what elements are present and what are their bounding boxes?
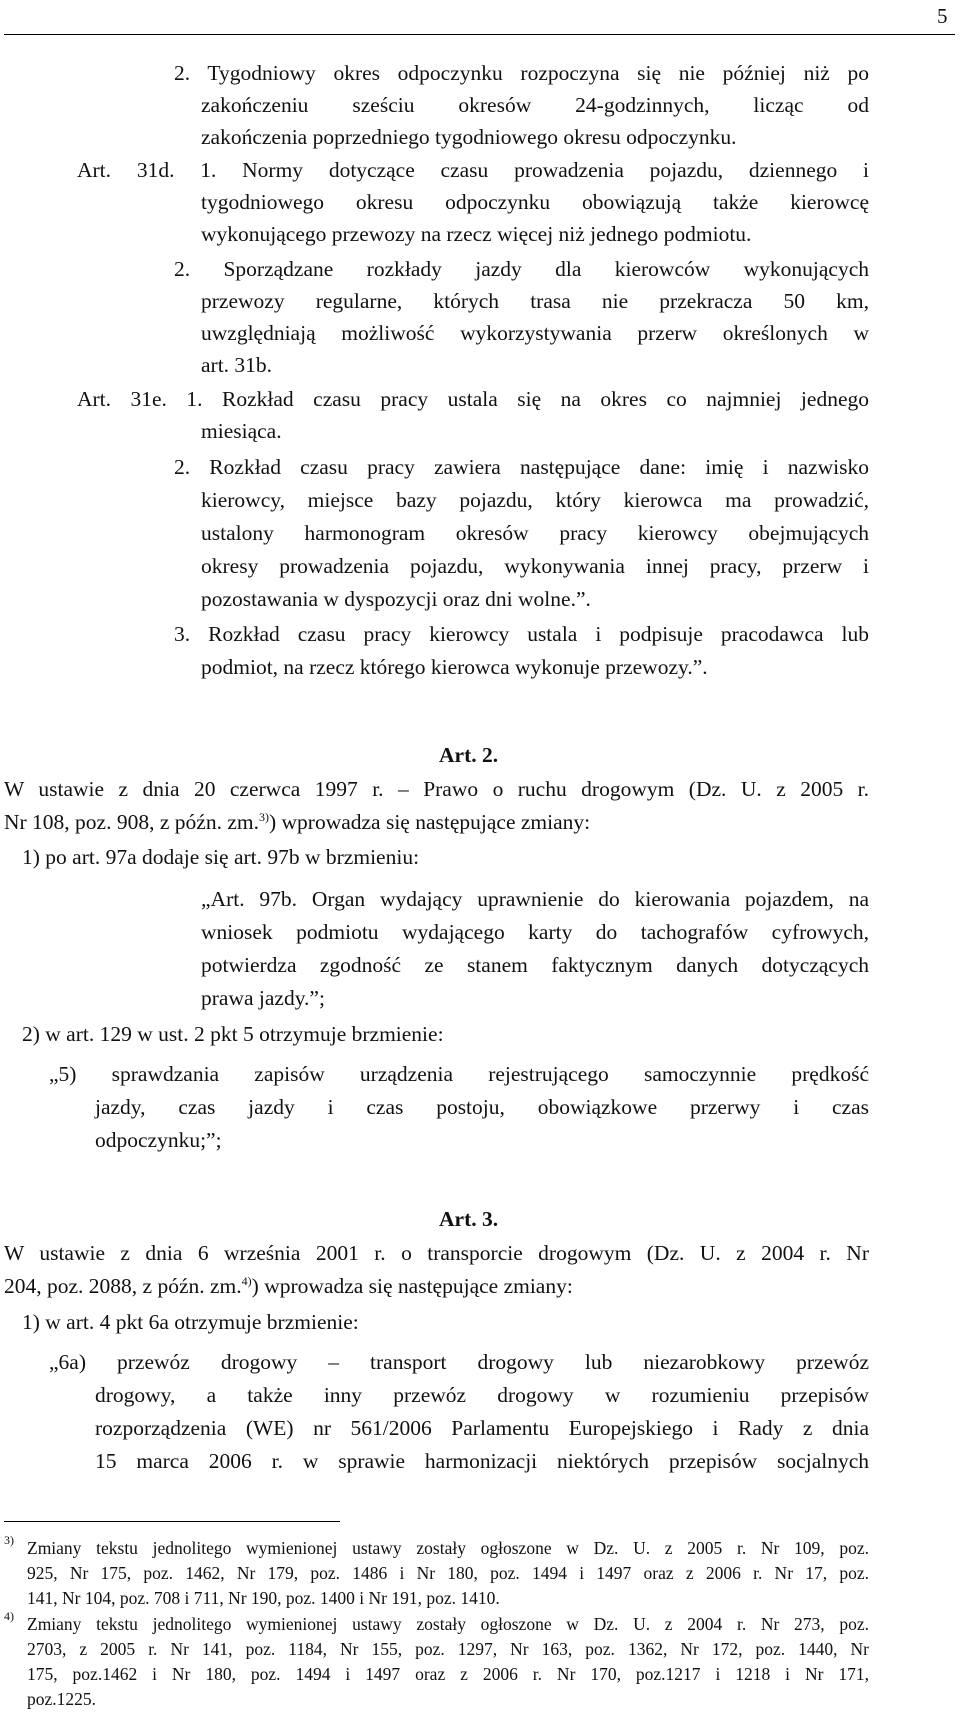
footnote-reference: 4) xyxy=(241,1273,252,1288)
text-span: 204, poz. 2088, z późn. zm. xyxy=(4,1274,242,1298)
article-title: Art. 2. xyxy=(439,743,499,767)
paragraph-line: Art. 31e. 1. Rozkład czasu pracy ustala się na okres co najmniej jednego xyxy=(77,387,869,411)
paragraph-line: art. 31b. xyxy=(201,353,273,377)
footnote-line: 2703, z 2005 r. Nr 141, poz. 1184, Nr 155, poz. 1297, Nr 163, poz. 1362, Nr 172, poz. 1440, Nr xyxy=(27,1639,869,1659)
paragraph-line: 2. Sporządzane rozkłady jazdy dla kierowców wykonujących xyxy=(174,257,869,281)
paragraph-line: zakończenia poprzedniego tygodniowego okresu odpoczynku. xyxy=(201,125,737,149)
footnote-separator xyxy=(4,1521,340,1522)
list-item: 2) w art. 129 w ust. 2 pkt 5 otrzymuje brzmienie: xyxy=(22,1022,444,1046)
quote-line: prawa jazdy.”; xyxy=(201,986,325,1010)
footnote-line: Zmiany tekstu jednolitego wymienionej ustawy zostały ogłoszone w Dz. U. z 2005 r. Nr 109, poz. xyxy=(27,1538,869,1558)
paragraph-line: 2. Tygodniowy okres odpoczynku rozpoczyna się nie później niż po xyxy=(174,61,869,85)
quote-line: jazdy, czas jazdy i czas postoju, obowiązkowe przerwy i czas xyxy=(95,1095,869,1119)
footnote-reference: 3) xyxy=(258,809,269,824)
paragraph-line: przewozy regularne, których trasa nie przekracza 50 km, xyxy=(201,289,869,313)
list-item: 1) w art. 4 pkt 6a otrzymuje brzmienie: xyxy=(22,1310,359,1334)
page-number: 5 xyxy=(937,4,948,28)
paragraph-line: kierowcy, miejsce bazy pojazdu, który kierowca ma prowadzić, xyxy=(201,488,869,512)
paragraph-line: tygodniowego okresu odpoczynku obowiązują także kierowcę xyxy=(201,190,869,214)
quote-line: „Art. 97b. Organ wydający uprawnienie do kierowania pojazdem, na xyxy=(201,887,869,911)
header-rule xyxy=(4,34,955,35)
text-span: ) wprowadza się następujące zmiany: xyxy=(268,810,591,834)
paragraph-line: uwzględniają możliwość wykorzystywania przerw określonych w xyxy=(201,321,869,345)
footnote-line: 925, Nr 175, poz. 1462, Nr 179, poz. 1486 i Nr 180, poz. 1494 i 1497 oraz z 2006 r. Nr 17, poz. xyxy=(27,1563,869,1583)
footnote-line: poz.1225. xyxy=(27,1689,97,1709)
paragraph-line: okresy prowadzenia pojazdu, wykonywania innej pracy, przerw i xyxy=(201,554,869,578)
paragraph-line: pozostawania w dyspozycji oraz dni wolne.”. xyxy=(201,587,591,611)
paragraph-line: W ustawie z dnia 20 czerwca 1997 r. – Prawo o ruchu drogowym (Dz. U. z 2005 r. xyxy=(4,777,869,801)
paragraph-line xyxy=(4,810,590,835)
article-title: Art. 3. xyxy=(439,1207,499,1231)
text-span: ) wprowadza się następujące zmiany: xyxy=(251,1274,573,1298)
quote-line: potwierdza zgodność ze stanem faktycznym danych dotyczących xyxy=(201,953,869,977)
paragraph-line: miesiąca. xyxy=(201,419,282,443)
paragraph-line: podmiot, na rzecz którego kierowca wykonuje przewozy.”. xyxy=(201,655,708,679)
text-span: Nr 108, poz. 908, z późn. zm. xyxy=(4,810,259,834)
footnote-line: 141, Nr 104, poz. 708 i 711, Nr 190, poz. 1400 i Nr 191, poz. 1410. xyxy=(27,1588,500,1608)
footnote-line: 175, poz.1462 i Nr 180, poz. 1494 i 1497 oraz z 2006 r. Nr 170, poz.1217 i 1218 i Nr 171, xyxy=(27,1664,869,1684)
paragraph-line: ustalony harmonogram okresów pracy kierowcy obejmujących xyxy=(201,521,869,545)
footnote-mark: 3) xyxy=(4,1533,14,1547)
quote-line: wniosek podmiotu wydającego karty do tachografów cyfrowych, xyxy=(201,920,869,944)
quote-line: „5) sprawdzania zapisów urządzenia rejestrującego samoczynnie prędkość xyxy=(49,1062,869,1086)
list-item: 1) po art. 97a dodaje się art. 97b w brzmieniu: xyxy=(22,845,420,869)
paragraph-line: zakończeniu sześciu okresów 24-godzinnych, licząc od xyxy=(201,93,869,117)
footnote-mark: 4) xyxy=(4,1609,14,1623)
footnote-line: Zmiany tekstu jednolitego wymienionej ustawy zostały ogłoszone w Dz. U. z 2004 r. Nr 273, poz. xyxy=(27,1614,869,1634)
quote-line: rozporządzenia (WE) nr 561/2006 Parlamentu Europejskiego i Rady z dnia xyxy=(95,1416,869,1440)
quote-line: drogowy, a także inny przewóz drogowy w rozumieniu przepisów xyxy=(95,1383,869,1407)
paragraph-line: wykonującego przewozy na rzecz więcej niż jednego podmiotu. xyxy=(201,222,752,246)
paragraph-line: 3. Rozkład czasu pracy kierowcy ustala i podpisuje pracodawca lub xyxy=(174,622,869,646)
paragraph-line: Art. 31d. 1. Normy dotyczące czasu prowadzenia pojazdu, dziennego i xyxy=(77,158,869,182)
quote-line: „6a) przewóz drogowy – transport drogowy lub niezarobkowy przewóz xyxy=(49,1350,869,1374)
paragraph-line xyxy=(4,1274,573,1299)
quote-line: odpoczynku;”; xyxy=(95,1128,222,1152)
paragraph-line: W ustawie z dnia 6 września 2001 r. o transporcie drogowym (Dz. U. z 2004 r. Nr xyxy=(4,1241,869,1265)
quote-line: 15 marca 2006 r. w sprawie harmonizacji niektórych przepisów socjalnych xyxy=(95,1449,869,1473)
paragraph-line: 2. Rozkład czasu pracy zawiera następujące dane: imię i nazwisko xyxy=(174,455,869,479)
